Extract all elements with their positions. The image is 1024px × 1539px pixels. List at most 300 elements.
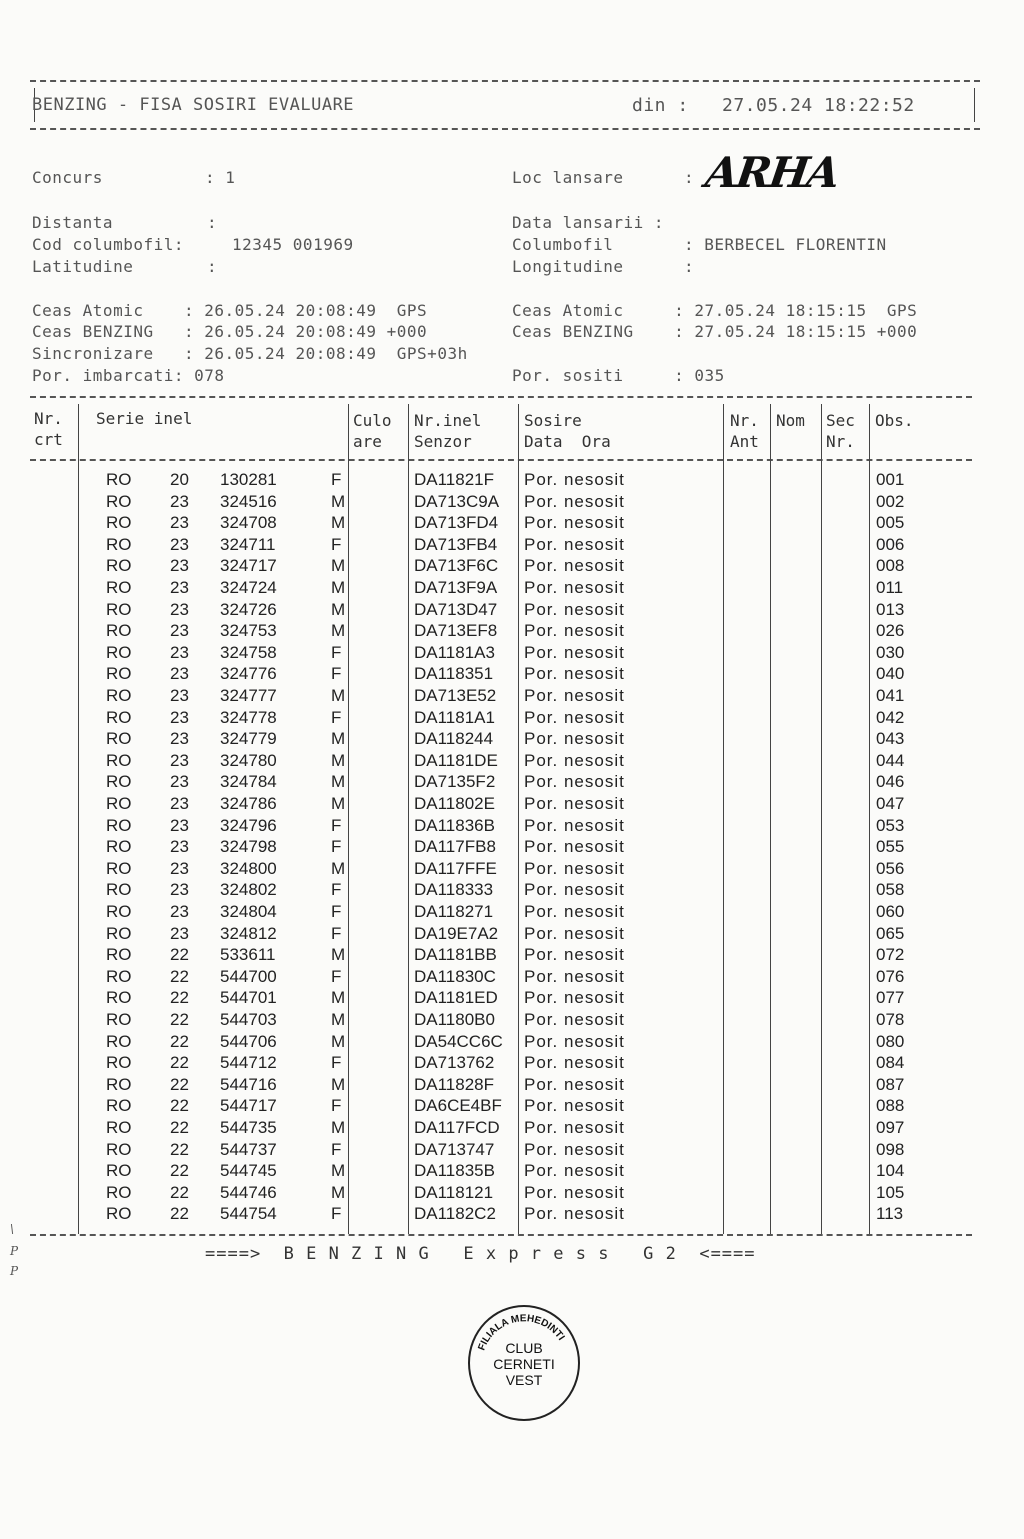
svg-text:FILIALA MEHEDINTI: FILIALA MEHEDINTI — [476, 1313, 567, 1353]
cell-obs: 026 — [876, 621, 905, 641]
cell-sensor: DA118271 — [414, 902, 494, 921]
cell-sex: M — [331, 772, 346, 792]
cell-year: 22 — [170, 1182, 189, 1202]
cell-year: 22 — [170, 988, 189, 1008]
cell-year: 22 — [170, 1031, 189, 1051]
cell-sensor: DA713D47 — [414, 599, 498, 619]
cell-country: RO — [106, 750, 132, 770]
cell-sex: M — [331, 599, 346, 619]
cell-arrival-status: Por. nesosit — [524, 534, 625, 554]
cell-country: RO — [106, 1053, 132, 1073]
cell-year: 23 — [170, 750, 189, 770]
cell-obs: 113 — [876, 1204, 904, 1224]
cell-year: 22 — [170, 1074, 189, 1094]
cell-country: RO — [106, 642, 132, 662]
loc-lansare-colon: : — [684, 168, 695, 187]
table-row — [0, 751, 1024, 773]
cell-year: 22 — [170, 1010, 189, 1029]
cell-sex: M — [331, 1010, 346, 1029]
cell-year: 22 — [170, 1139, 189, 1159]
cell-sensor: DA117FCD — [414, 1118, 500, 1137]
cell-sex: F — [331, 534, 342, 554]
cell-year: 23 — [170, 858, 189, 878]
cell-obs: 060 — [876, 902, 905, 921]
cell-country: RO — [106, 578, 132, 597]
cell-sensor: DA118121 — [414, 1182, 494, 1202]
cell-country: RO — [106, 1161, 132, 1181]
cell-ring-number: 324758 — [220, 642, 277, 662]
cell-arrival-status: Por. nesosit — [524, 966, 625, 986]
por-sositi: Por. sositi : 035 — [512, 366, 725, 385]
cell-sex: F — [331, 1204, 342, 1224]
cell-ring-number: 324798 — [220, 837, 277, 857]
th-nr-inel-senzor: Nr.inel Senzor — [414, 411, 482, 451]
cell-sex: M — [331, 729, 346, 749]
cell-obs: 040 — [876, 664, 905, 684]
table-row — [0, 1032, 1024, 1054]
cell-arrival-status: Por. nesosit — [524, 815, 625, 835]
th-obs: Obs. — [875, 411, 914, 430]
stamp-line-club: CLUB — [505, 1340, 543, 1356]
cell-sex: F — [331, 470, 342, 489]
cell-obs: 006 — [876, 534, 905, 554]
table-row — [0, 837, 1024, 859]
cell-year: 22 — [170, 1096, 189, 1116]
cell-country: RO — [106, 664, 132, 684]
cell-sensor: DA713747 — [414, 1139, 495, 1159]
cell-year: 23 — [170, 513, 189, 533]
margin-mark-1: \ — [10, 1222, 15, 1236]
cell-country: RO — [106, 988, 132, 1008]
cell-arrival-status: Por. nesosit — [524, 1053, 625, 1073]
cell-country: RO — [106, 599, 132, 619]
cell-obs: 011 — [876, 578, 904, 597]
cell-ring-number: 544716 — [220, 1074, 277, 1094]
cell-obs: 030 — [876, 642, 905, 662]
cell-arrival-status: Por. nesosit — [524, 578, 625, 597]
cell-sex: M — [331, 794, 346, 813]
cod-columbofil-label: Cod columbofil: — [32, 235, 184, 254]
table-row — [0, 600, 1024, 622]
cell-obs: 047 — [876, 794, 905, 813]
cell-arrival-status: Por. nesosit — [524, 923, 625, 943]
cell-ring-number: 544745 — [220, 1161, 277, 1181]
cell-ring-number: 324802 — [220, 880, 277, 900]
cell-sensor: DA713EF8 — [414, 621, 498, 641]
cell-ring-number: 544754 — [220, 1204, 277, 1224]
cell-sensor: DA1180B0 — [414, 1010, 495, 1029]
cell-sensor: DA713F9A — [414, 578, 498, 597]
cell-arrival-status: Por. nesosit — [524, 858, 625, 878]
th-nom: Nom — [776, 411, 805, 430]
cell-obs: 042 — [876, 707, 905, 727]
cell-sex: M — [331, 556, 346, 576]
cell-year: 23 — [170, 556, 189, 576]
cell-sex: F — [331, 1139, 342, 1159]
cell-obs: 077 — [876, 988, 905, 1008]
date-value: 27.05.24 18:22:52 — [722, 95, 915, 116]
cell-sex: M — [331, 1074, 346, 1094]
cell-sensor: DA19E7A2 — [414, 923, 499, 943]
cell-ring-number: 533611 — [220, 945, 276, 965]
cell-country: RO — [106, 945, 132, 965]
table-row — [0, 816, 1024, 838]
cell-ring-number: 324724 — [220, 578, 277, 597]
cell-sex: M — [331, 1118, 346, 1137]
cell-ring-number: 324812 — [220, 923, 277, 943]
cell-sex: M — [331, 491, 346, 511]
cell-obs: 072 — [876, 945, 905, 965]
table-row — [0, 1204, 1024, 1226]
cell-sex: F — [331, 880, 342, 900]
cell-obs: 046 — [876, 772, 905, 792]
cell-sex: F — [331, 1096, 342, 1116]
cell-sensor: DA11821F — [414, 470, 495, 489]
cell-year: 23 — [170, 707, 189, 727]
cell-arrival-status: Por. nesosit — [524, 945, 625, 965]
table-row — [0, 1053, 1024, 1075]
table-row — [0, 492, 1024, 514]
cell-country: RO — [106, 837, 132, 857]
cell-country: RO — [106, 491, 132, 511]
cell-sex: M — [331, 858, 346, 878]
cell-country: RO — [106, 1118, 132, 1137]
cell-year: 23 — [170, 815, 189, 835]
cell-sex: M — [331, 750, 346, 770]
cell-arrival-status: Por. nesosit — [524, 1204, 625, 1224]
cell-sensor: DA713FB4 — [414, 534, 498, 554]
table-row — [0, 1096, 1024, 1118]
cell-sensor: DA11802E — [414, 794, 495, 813]
table-row — [0, 686, 1024, 708]
cell-country: RO — [106, 470, 132, 489]
table-row — [0, 643, 1024, 665]
cell-sex: F — [331, 902, 342, 921]
stamp-line-vest: VEST — [505, 1372, 543, 1388]
table-row — [0, 772, 1024, 794]
cell-sensor: DA6CE4BF — [414, 1096, 502, 1116]
cell-ring-number: 544701 — [220, 988, 277, 1008]
cell-arrival-status: Por. nesosit — [524, 513, 625, 533]
cell-year: 23 — [170, 664, 189, 684]
columbofil-value: : BERBECEL FLORENTIN — [684, 235, 887, 254]
cell-arrival-status: Por. nesosit — [524, 1031, 625, 1051]
date-label: din : — [632, 95, 689, 116]
cell-year: 23 — [170, 837, 189, 857]
cell-obs: 084 — [876, 1053, 905, 1073]
cell-sensor: DA117FB8 — [414, 837, 496, 857]
cell-sensor: DA7135F2 — [414, 772, 496, 792]
cell-ring-number: 324776 — [220, 664, 277, 684]
cell-sex: M — [331, 513, 346, 533]
cell-ring-number: 544700 — [220, 966, 277, 986]
cell-sex: F — [331, 642, 342, 662]
cell-arrival-status: Por. nesosit — [524, 599, 625, 619]
cell-country: RO — [106, 858, 132, 878]
cell-sensor: DA118351 — [414, 664, 494, 684]
cell-ring-number: 544712 — [220, 1053, 277, 1073]
cell-sensor: DA1181BB — [414, 945, 497, 965]
cell-arrival-status: Por. nesosit — [524, 470, 625, 489]
table-row — [0, 880, 1024, 902]
cell-arrival-status: Por. nesosit — [524, 750, 625, 770]
cell-year: 23 — [170, 772, 189, 792]
cell-year: 22 — [170, 1204, 189, 1224]
cell-arrival-status: Por. nesosit — [524, 1096, 625, 1116]
cell-ring-number: 324784 — [220, 772, 277, 792]
stamp-line-cerneti: CERNETI — [493, 1356, 555, 1372]
concurs-value: : 1 — [205, 168, 236, 187]
cell-sex: F — [331, 923, 342, 943]
cell-year: 23 — [170, 491, 189, 511]
cell-country: RO — [106, 880, 132, 900]
table-row — [0, 902, 1024, 924]
cell-ring-number: 324726 — [220, 599, 277, 619]
th-sec-nr: Sec Nr. — [826, 411, 855, 451]
cell-sex: M — [331, 578, 346, 597]
cell-sex: M — [331, 1182, 346, 1202]
cell-obs: 043 — [876, 729, 905, 749]
cell-ring-number: 130281 — [220, 470, 277, 489]
cell-obs: 078 — [876, 1010, 905, 1029]
cell-ring-number: 324778 — [220, 707, 277, 727]
cell-obs: 002 — [876, 491, 905, 511]
cell-arrival-status: Por. nesosit — [524, 1182, 625, 1202]
cell-year: 23 — [170, 621, 189, 641]
cell-ring-number: 324804 — [220, 902, 277, 921]
cell-arrival-status: Por. nesosit — [524, 729, 625, 749]
cell-sex: F — [331, 815, 342, 835]
cell-country: RO — [106, 729, 132, 749]
cell-ring-number: 324753 — [220, 621, 277, 641]
cell-year: 22 — [170, 1161, 189, 1181]
cell-year: 22 — [170, 1118, 189, 1137]
cell-year: 23 — [170, 923, 189, 943]
cell-country: RO — [106, 902, 132, 921]
table-row — [0, 535, 1024, 557]
cell-sensor: DA11835B — [414, 1161, 495, 1181]
table-row — [0, 988, 1024, 1010]
cell-sex: M — [331, 1161, 346, 1181]
table-row — [0, 1183, 1024, 1205]
cell-sex: F — [331, 664, 342, 684]
cell-country: RO — [106, 1010, 132, 1029]
table-row — [0, 967, 1024, 989]
table-row — [0, 1118, 1024, 1140]
cell-arrival-status: Por. nesosit — [524, 794, 625, 813]
latitudine-colon: : — [207, 257, 218, 276]
cell-obs: 104 — [876, 1161, 905, 1181]
margin-mark-2: P — [10, 1244, 19, 1258]
cell-ring-number: 324777 — [220, 686, 277, 705]
table-row — [0, 729, 1024, 751]
longitudine-label: Longitudine — [512, 257, 624, 276]
footer-text: ====> B E N Z I N G E x p r e s s G 2 <==== — [205, 1244, 756, 1264]
sincronizare: Sincronizare : 26.05.24 20:08:49 GPS+03h — [32, 344, 468, 363]
cell-sensor: DA1181DE — [414, 750, 498, 770]
cell-arrival-status: Por. nesosit — [524, 1139, 625, 1159]
cell-sex: M — [331, 945, 346, 965]
cell-sensor: DA1181A1 — [414, 707, 495, 727]
table-row — [0, 621, 1024, 643]
cell-obs: 001 — [876, 470, 905, 489]
cell-ring-number: 544706 — [220, 1031, 277, 1051]
cell-ring-number: 544735 — [220, 1118, 277, 1137]
cell-country: RO — [106, 923, 132, 943]
cell-obs: 058 — [876, 880, 905, 900]
table-row — [0, 1075, 1024, 1097]
cell-ring-number: 544746 — [220, 1182, 277, 1202]
cell-arrival-status: Por. nesosit — [524, 1161, 625, 1181]
cell-obs: 013 — [876, 599, 905, 619]
cell-obs: 088 — [876, 1096, 905, 1116]
cell-year: 23 — [170, 686, 189, 705]
distanta-label: Distanta — [32, 213, 114, 232]
cell-sensor: DA713E52 — [414, 686, 497, 705]
table-row — [0, 1161, 1024, 1183]
cell-country: RO — [106, 1074, 132, 1094]
columbofil-label: Columbofil — [512, 235, 614, 254]
th-culoare: Culo are — [353, 411, 392, 451]
cell-ring-number: 324516 — [220, 491, 277, 511]
longitudine-colon: : — [684, 257, 695, 276]
cell-obs: 044 — [876, 750, 905, 770]
cell-ring-number: 324800 — [220, 858, 277, 878]
cell-obs: 056 — [876, 858, 905, 878]
club-stamp — [468, 1305, 580, 1421]
table-row — [0, 664, 1024, 686]
cell-sex: F — [331, 966, 342, 986]
table-bottom-border — [30, 1234, 972, 1236]
data-lansarii-label: Data lansarii : — [512, 213, 664, 232]
th-nr-ant: Nr. Ant — [730, 411, 759, 451]
cell-obs: 080 — [876, 1031, 905, 1051]
cell-year: 22 — [170, 966, 189, 986]
cell-country: RO — [106, 1139, 132, 1159]
cell-sex: M — [331, 1031, 346, 1051]
cell-year: 22 — [170, 1053, 189, 1073]
cell-arrival-status: Por. nesosit — [524, 1074, 625, 1094]
cell-country: RO — [106, 1096, 132, 1116]
concurs-label: Concurs — [32, 168, 103, 187]
distanta-colon: : — [207, 213, 218, 232]
cell-sex: M — [331, 988, 346, 1008]
cell-year: 23 — [170, 794, 189, 813]
cell-obs: 055 — [876, 837, 905, 857]
ceas-benzing-start: Ceas BENZING : 26.05.24 20:08:49 +000 — [32, 322, 428, 341]
cell-arrival-status: Por. nesosit — [524, 491, 625, 511]
cell-year: 22 — [170, 945, 189, 965]
cell-year: 23 — [170, 578, 189, 597]
cell-arrival-status: Por. nesosit — [524, 556, 625, 576]
cell-sensor: DA1181ED — [414, 988, 498, 1008]
cell-arrival-status: Por. nesosit — [524, 988, 625, 1008]
margin-mark-3: P — [10, 1264, 19, 1278]
cell-sensor: DA1182C2 — [414, 1204, 496, 1224]
cell-year: 23 — [170, 599, 189, 619]
cell-year: 23 — [170, 534, 189, 554]
cell-obs: 005 — [876, 513, 905, 533]
cell-country: RO — [106, 534, 132, 554]
cell-arrival-status: Por. nesosit — [524, 707, 625, 727]
cell-ring-number: 324717 — [220, 556, 277, 576]
cell-year: 23 — [170, 642, 189, 662]
cell-sensor: DA713FD4 — [414, 513, 499, 533]
header-top-border — [30, 80, 980, 82]
cell-sex: F — [331, 1053, 342, 1073]
cell-sensor: DA11836B — [414, 815, 495, 835]
por-imbarcati: Por. imbarcati: 078 — [32, 366, 225, 385]
cell-sensor: DA11830C — [414, 966, 496, 986]
header-right-border — [974, 88, 975, 122]
cell-ring-number: 324708 — [220, 513, 277, 533]
cell-obs: 097 — [876, 1118, 905, 1137]
cell-obs: 065 — [876, 923, 905, 943]
cell-country: RO — [106, 1031, 132, 1051]
cell-obs: 053 — [876, 815, 905, 835]
cell-year: 20 — [170, 470, 189, 489]
cod-columbofil-value: 12345 001969 — [232, 235, 354, 254]
cell-sex: F — [331, 837, 342, 857]
th-serie-inel: Serie inel — [96, 409, 193, 428]
cell-country: RO — [106, 686, 132, 705]
cell-sensor: DA118333 — [414, 880, 494, 900]
table-row — [0, 1140, 1024, 1162]
cell-country: RO — [106, 966, 132, 986]
cell-sex: M — [331, 686, 346, 705]
cell-country: RO — [106, 1182, 132, 1202]
cell-arrival-status: Por. nesosit — [524, 1118, 625, 1137]
cell-obs: 076 — [876, 966, 905, 986]
cell-ring-number: 324786 — [220, 794, 277, 813]
cell-arrival-status: Por. nesosit — [524, 880, 625, 900]
cell-country: RO — [106, 621, 132, 641]
cell-ring-number: 324711 — [220, 534, 276, 554]
table-header-bottom-border — [30, 459, 972, 461]
cell-obs: 008 — [876, 556, 905, 576]
table-row — [0, 556, 1024, 578]
th-nr-crt: Nr. crt — [34, 409, 63, 449]
cell-country: RO — [106, 1204, 132, 1224]
ceas-benzing-end: Ceas BENZING : 27.05.24 18:15:15 +000 — [512, 322, 918, 341]
table-top-border — [30, 396, 972, 398]
ceas-atomic-start: Ceas Atomic : 26.05.24 20:08:49 GPS — [32, 301, 428, 320]
latitudine-label: Latitudine — [32, 257, 134, 276]
cell-country: RO — [106, 556, 132, 576]
cell-arrival-status: Por. nesosit — [524, 1010, 625, 1029]
cell-sensor: DA713F6C — [414, 556, 499, 576]
table-row — [0, 578, 1024, 600]
loc-lansare-handwritten: ARHA — [702, 148, 842, 197]
cell-year: 23 — [170, 880, 189, 900]
cell-country: RO — [106, 772, 132, 792]
cell-ring-number: 544737 — [220, 1139, 277, 1159]
table-row — [0, 924, 1024, 946]
cell-arrival-status: Por. nesosit — [524, 902, 625, 921]
table-row — [0, 859, 1024, 881]
cell-sensor: DA118244 — [414, 729, 494, 749]
cell-ring-number: 544717 — [220, 1096, 277, 1116]
cell-year: 23 — [170, 729, 189, 749]
cell-country: RO — [106, 794, 132, 813]
cell-arrival-status: Por. nesosit — [524, 686, 625, 705]
cell-country: RO — [106, 707, 132, 727]
cell-obs: 105 — [876, 1182, 905, 1202]
ceas-atomic-end: Ceas Atomic : 27.05.24 18:15:15 GPS — [512, 301, 918, 320]
cell-country: RO — [106, 815, 132, 835]
table-row — [0, 1010, 1024, 1032]
table-row — [0, 945, 1024, 967]
